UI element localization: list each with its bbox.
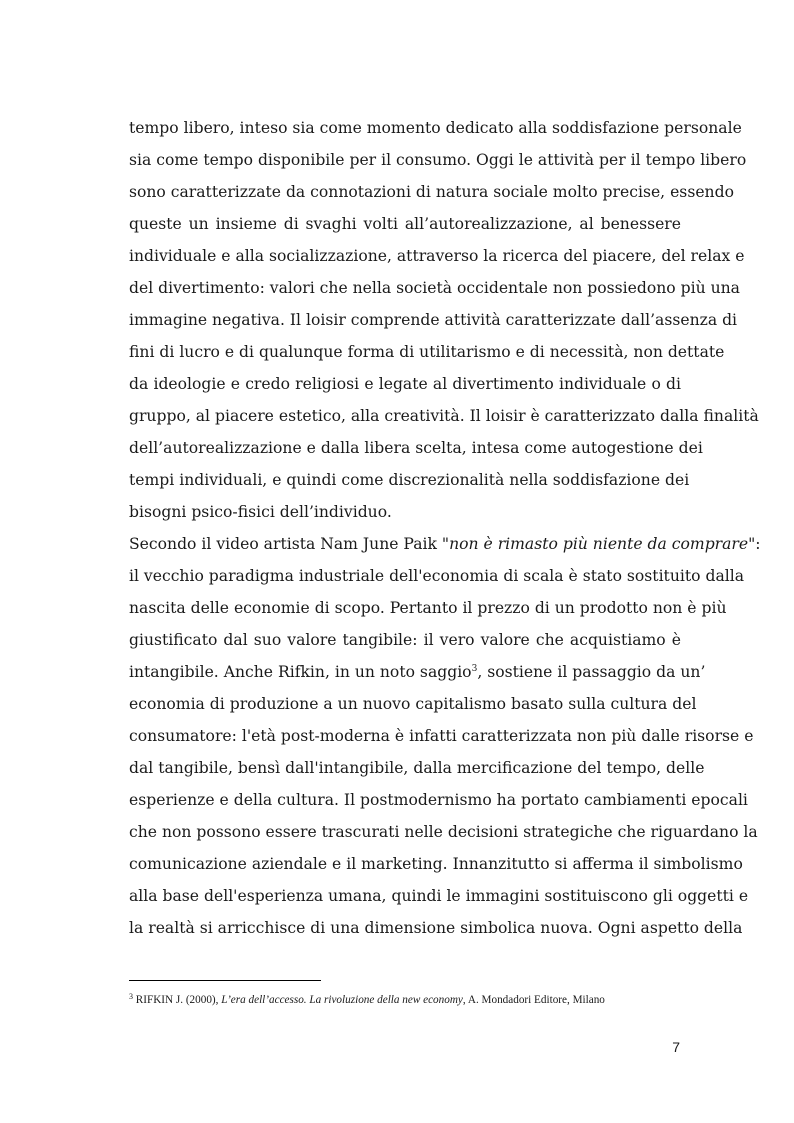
ref-text-before: intangibile. Anche Rifkin, in un noto saggio bbox=[129, 663, 472, 681]
text-line: del divertimento: valori che nella società occidentale non possiedono più una bbox=[129, 279, 740, 297]
text-line: consumatore: l'età post-moderna è infatti caratterizzata non più dalle risorse e bbox=[129, 727, 754, 745]
text-line: bisogni psico-fisici dell’individuo. bbox=[129, 503, 392, 521]
text-line: comunicazione aziendale e il marketing. Innanzitutto si afferma il simbolismo bbox=[129, 855, 743, 873]
footnote-reference[interactable]: 3 bbox=[471, 664, 478, 674]
text-line: tempi individuali, e quindi come discrezionalità nella soddisfazione dei bbox=[129, 471, 690, 489]
quote-colon: : bbox=[755, 535, 761, 553]
text-line: da ideologie e credo religiosi e legate al divertimento individuale o di bbox=[129, 375, 681, 393]
footnote bbox=[129, 992, 689, 1008]
text-line: immagine negativa. Il loisir comprende attività caratterizzate dall’assenza di bbox=[129, 311, 738, 329]
footnote-author: RIFKIN J. (2000), bbox=[133, 994, 222, 1006]
text-line: sono caratterizzate da connotazioni di natura sociale molto precise, essendo bbox=[129, 183, 734, 201]
text-line-with-quote bbox=[129, 528, 761, 560]
page-number: 7 bbox=[672, 1039, 680, 1055]
text-line: la realtà si arricchisce di una dimensione simbolica nuova. Ogni aspetto della bbox=[129, 919, 743, 937]
text-line: nascita delle economie di scopo. Pertanto il prezzo di un prodotto non è più bbox=[129, 599, 727, 617]
text-line: sia come tempo disponibile per il consumo. Oggi le attività per il tempo libero bbox=[129, 151, 747, 169]
text-line: esperienze e della cultura. Il postmodernismo ha portato cambiamenti epocali bbox=[129, 791, 748, 809]
text-line-with-reference bbox=[129, 656, 706, 688]
text-line: fini di lucro e di qualunque forma di utilitarismo e di necessità, non dettate bbox=[129, 343, 725, 361]
text-line: che non possono essere trascurati nelle decisioni strategiche che riguardano la bbox=[129, 823, 758, 841]
text-line: giustificato dal suo valore tangibile: il vero valore che acquistiamo è bbox=[129, 631, 681, 649]
ref-text-after: , sostiene il passaggio da un’ bbox=[477, 663, 706, 681]
footnote-publisher: , A. Mondadori Editore, Milano bbox=[462, 994, 605, 1006]
text-line: tempo libero, inteso sia come momento dedicato alla soddisfazione personale bbox=[129, 119, 742, 137]
footnote-title: L’era dell’accesso. La rivoluzione della new economy bbox=[221, 994, 463, 1006]
text-line: dell’autorealizzazione e dalla libera scelta, intesa come autogestione dei bbox=[129, 439, 703, 457]
text-line: gruppo, al piacere estetico, alla creatività. Il loisir è caratterizzato dalla finalità bbox=[129, 407, 759, 425]
text-line: il vecchio paradigma industriale dell'economia di scala è stato sostituito dalla bbox=[129, 567, 745, 585]
footnote-mark: 3 bbox=[129, 992, 133, 1001]
quote: "non è rimasto più niente da comprare" bbox=[441, 535, 756, 553]
text-line: individuale e alla socializzazione, attraverso la ricerca del piacere, del relax e bbox=[129, 247, 745, 265]
text-line: economia di produzione a un nuovo capitalismo basato sulla cultura del bbox=[129, 695, 697, 713]
text-line: dal tangibile, bensì dall'intangibile, dalla mercificazione del tempo, delle bbox=[129, 759, 705, 777]
body-text bbox=[129, 112, 761, 944]
footnote-separator bbox=[129, 980, 321, 981]
text-line: alla base dell'esperienza umana, quindi le immagini sostituiscono gli oggetti e bbox=[129, 887, 749, 905]
text-line: queste un insieme di svaghi volti all’autorealizzazione, al benessere bbox=[129, 215, 681, 233]
quote-intro: Secondo il video artista Nam June Paik bbox=[129, 535, 442, 553]
